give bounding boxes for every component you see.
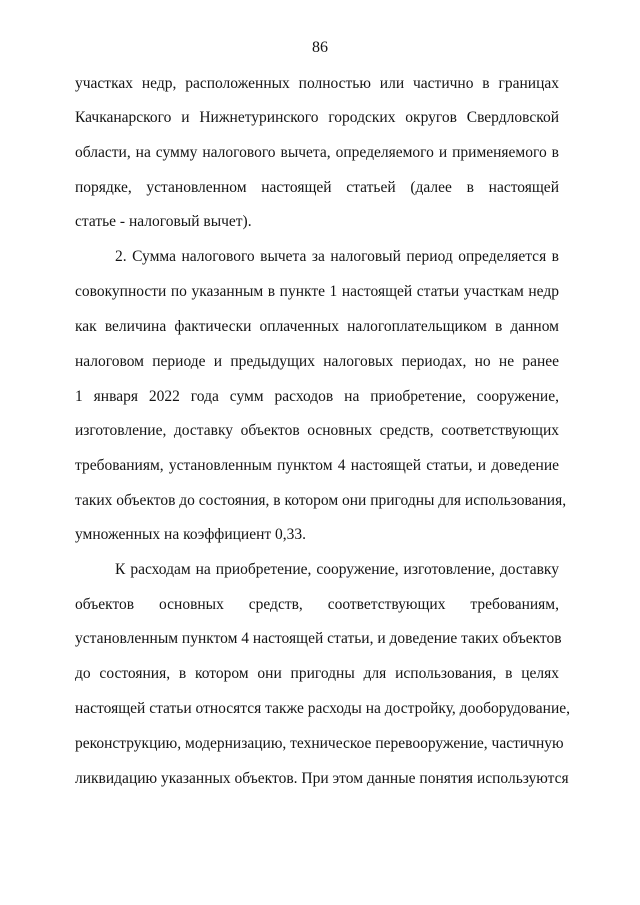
page-number: 86 bbox=[312, 39, 328, 56]
text-line: К расходам на приобретение, сооружение, изготовление, доставку bbox=[115, 561, 559, 578]
text-line: умноженных на коэффициент 0,33. bbox=[75, 526, 307, 543]
text-line: реконструкцию, модернизацию, техническое перевооружение, частичную bbox=[75, 735, 564, 752]
text-line: совокупности по указанным в пункте 1 настоящей статьи участкам недр bbox=[75, 283, 559, 300]
text-line: налоговом периоде и предыдущих налоговых периодах, но не ранее bbox=[75, 353, 559, 370]
text-line: 2. Сумма налогового вычета за налоговый период определяется в bbox=[115, 248, 559, 265]
text-line: изготовление, доставку объектов основных средств, соответствующих bbox=[75, 422, 559, 439]
text-line: настоящей статьи относятся также расходы на достройку, дооборудование, bbox=[75, 700, 570, 717]
text-line: области, на сумму налогового вычета, определяемого и применяемого в bbox=[75, 144, 559, 161]
text-line: статье - налоговый вычет). bbox=[75, 213, 252, 230]
text-line: порядке, установленном настоящей статьей (далее в настоящей bbox=[75, 179, 559, 196]
text-line: требованиям, установленным пунктом 4 настоящей статьи, и доведение bbox=[75, 457, 559, 474]
text-line: участках недр, расположенных полностью или частично в границах bbox=[75, 75, 559, 92]
text-line: установленным пунктом 4 настоящей статьи, и доведение таких объектов bbox=[75, 630, 562, 647]
text-line: объектов основных средств, соответствующих требованиям, bbox=[75, 596, 559, 613]
text-line: ликвидацию указанных объектов. При этом данные понятия используются bbox=[75, 770, 569, 787]
text-line: таких объектов до состояния, в котором они пригодны для использования, bbox=[75, 492, 567, 509]
text-line: как величина фактически оплаченных налогоплательщиком в данном bbox=[75, 318, 559, 335]
text-line: до состояния, в котором они пригодны для использования, в целях bbox=[75, 665, 559, 682]
text-line: Качканарского и Нижнетуринского городских округов Свердловской bbox=[75, 109, 559, 126]
text-line: 1 января 2022 года сумм расходов на приобретение, сооружение, bbox=[75, 388, 559, 405]
